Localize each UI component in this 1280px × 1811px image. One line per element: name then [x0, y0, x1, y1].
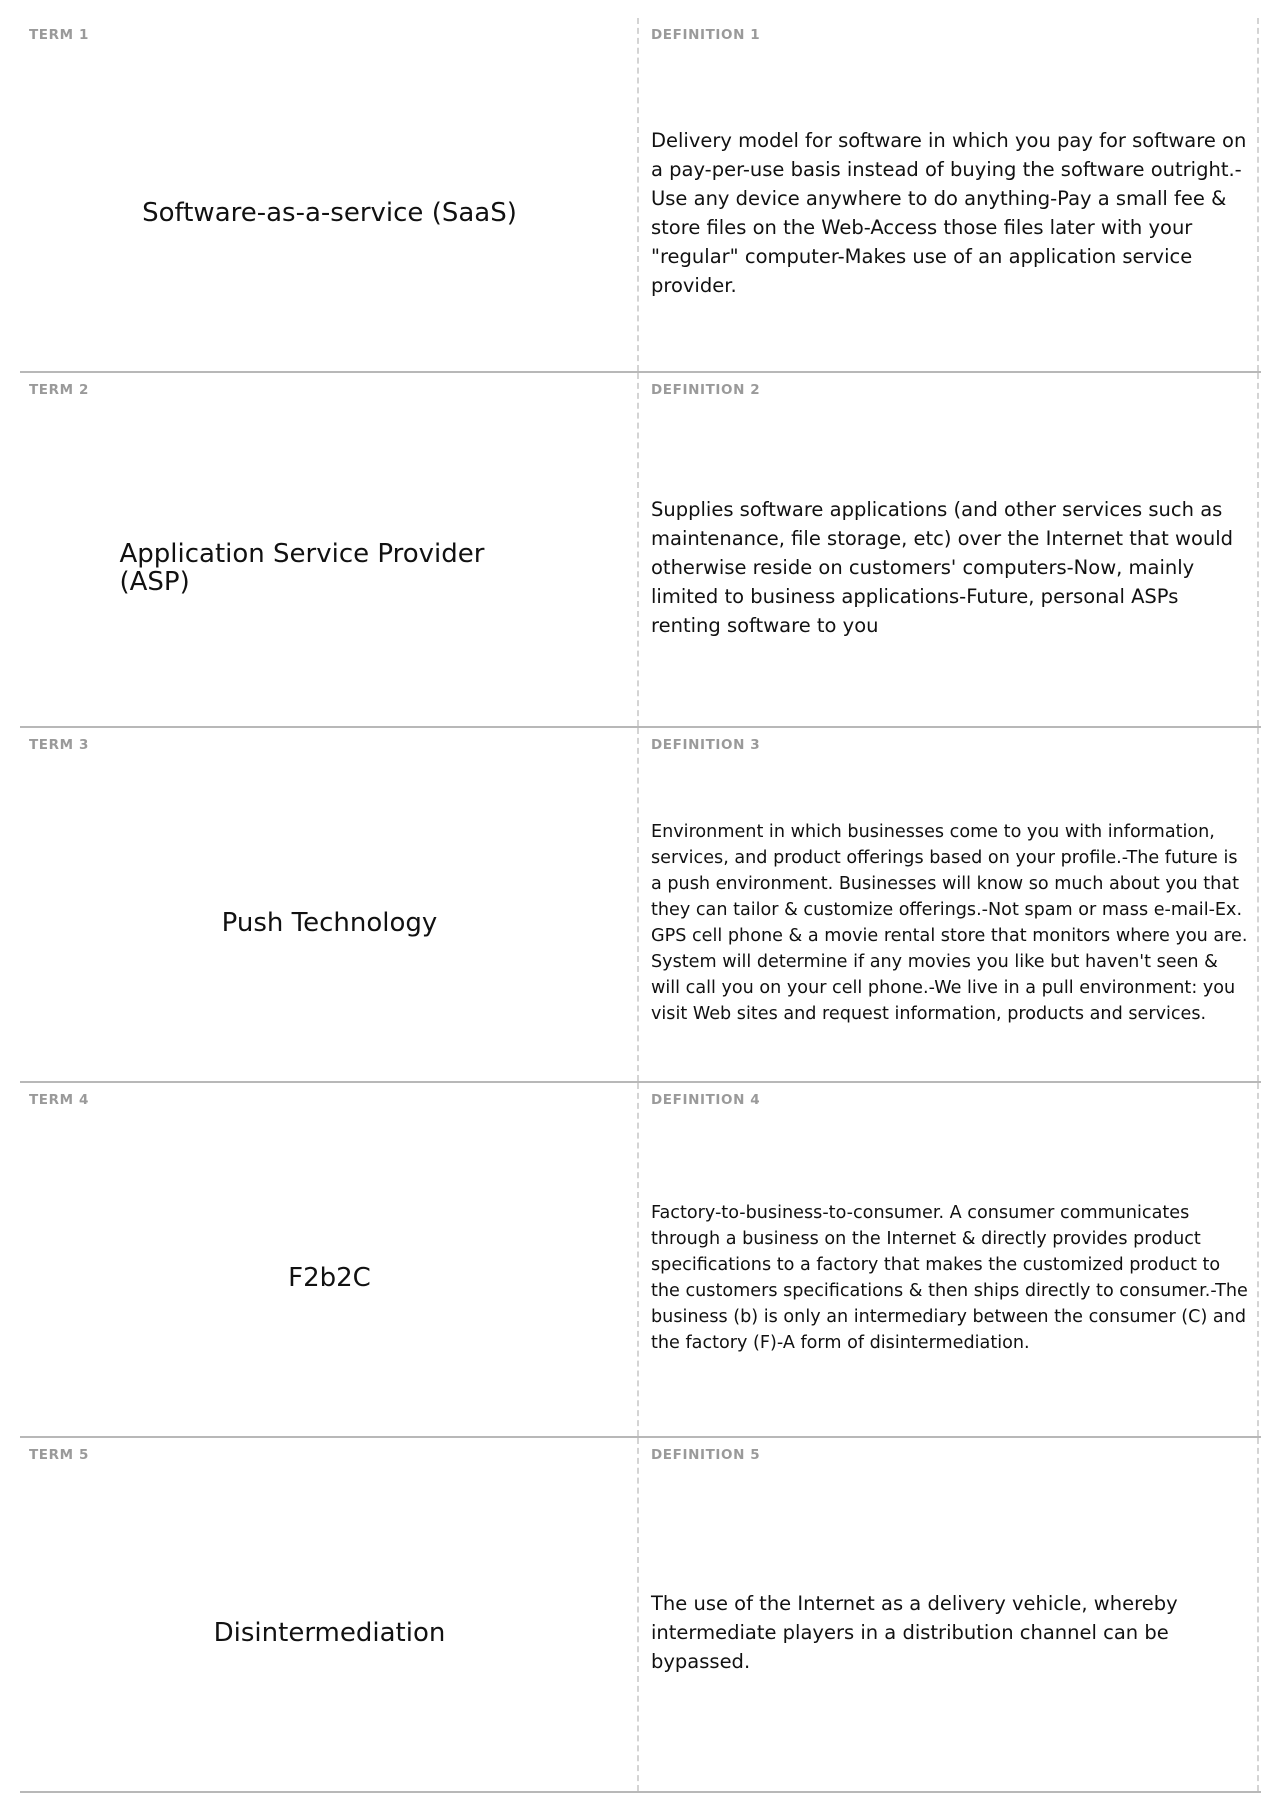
definition-cell	[639, 1438, 1259, 1791]
flashcard-row	[20, 1438, 1261, 1793]
definition-text: Environment in which businesses come to you with information, services, and product offerings based on your profile.-The future is a push environment. Businesses will know so much about you that they can tailor & customize offerings.-Not spam or mass e-mail-Ex. GPS cell phone & a movie rental store that monitors where you are. System will determine if any movies you like but haven't seen & will call you on your cell phone.-We live in a pull environment: you visit Web sites and request information, products and services.	[651, 821, 1248, 1024]
term-cell	[20, 728, 639, 1081]
definition-text: Supplies software applications (and other services such as maintenance, file storage, etc) over the Internet that would otherwise reside on customers' computers-Now, mainly limited to business applications-Future, personal ASPs renting software to you	[651, 498, 1234, 637]
flashcard-row	[20, 728, 1261, 1083]
definition-text: The use of the Internet as a delivery vehicle, whereby intermediate players in a distribution channel can be bypassed.	[651, 1592, 1178, 1673]
definition-cell	[639, 373, 1259, 726]
definition-label: DEFINITION 4	[651, 1092, 761, 1108]
flashcard-row	[20, 1083, 1261, 1438]
definition-cell	[639, 728, 1259, 1081]
definition-label: DEFINITION 1	[651, 27, 761, 43]
term-text: F2b2C	[288, 1262, 371, 1293]
flashcard-row	[20, 373, 1261, 728]
definition-text: Delivery model for software in which you pay for software on a pay-per-use basis instead of buying the software outright.-Use any device anywhere to do anything-Pay a small fee & store files on the Web-Access those files later with your "regular" computer-Makes use of an application service provider.	[651, 128, 1247, 297]
definition-label: DEFINITION 2	[651, 382, 761, 398]
term-label: TERM 2	[29, 382, 89, 398]
term-text: Push Technology	[221, 907, 438, 938]
term-cell	[20, 18, 639, 371]
term-text: Application Service Provider (ASP)	[119, 538, 485, 597]
definition-cell	[639, 1083, 1259, 1436]
definition-label: DEFINITION 5	[651, 1447, 761, 1463]
flashcard-sheet	[20, 18, 1261, 1793]
term-cell	[20, 1438, 639, 1791]
definition-cell	[639, 18, 1259, 371]
term-cell	[20, 373, 639, 726]
term-label: TERM 4	[29, 1092, 89, 1108]
term-label: TERM 5	[29, 1447, 89, 1463]
flashcard-row	[20, 18, 1261, 373]
term-cell	[20, 1083, 639, 1436]
definition-label: DEFINITION 3	[651, 737, 761, 753]
term-text: Software-as-a-service (SaaS)	[142, 197, 517, 228]
definition-text: Factory-to-business-to-consumer. A consumer communicates through a business on the Internet & directly provides product specifications to a factory that makes the customized product to the customers specifications & then ships directly to consumer.-The business (b) is only an intermediary between the consumer (C) and the factory (F)-A form of disintermediation.	[651, 1202, 1248, 1353]
term-text: Disintermediation	[213, 1617, 446, 1648]
term-label: TERM 1	[29, 27, 89, 43]
term-label: TERM 3	[29, 737, 89, 753]
